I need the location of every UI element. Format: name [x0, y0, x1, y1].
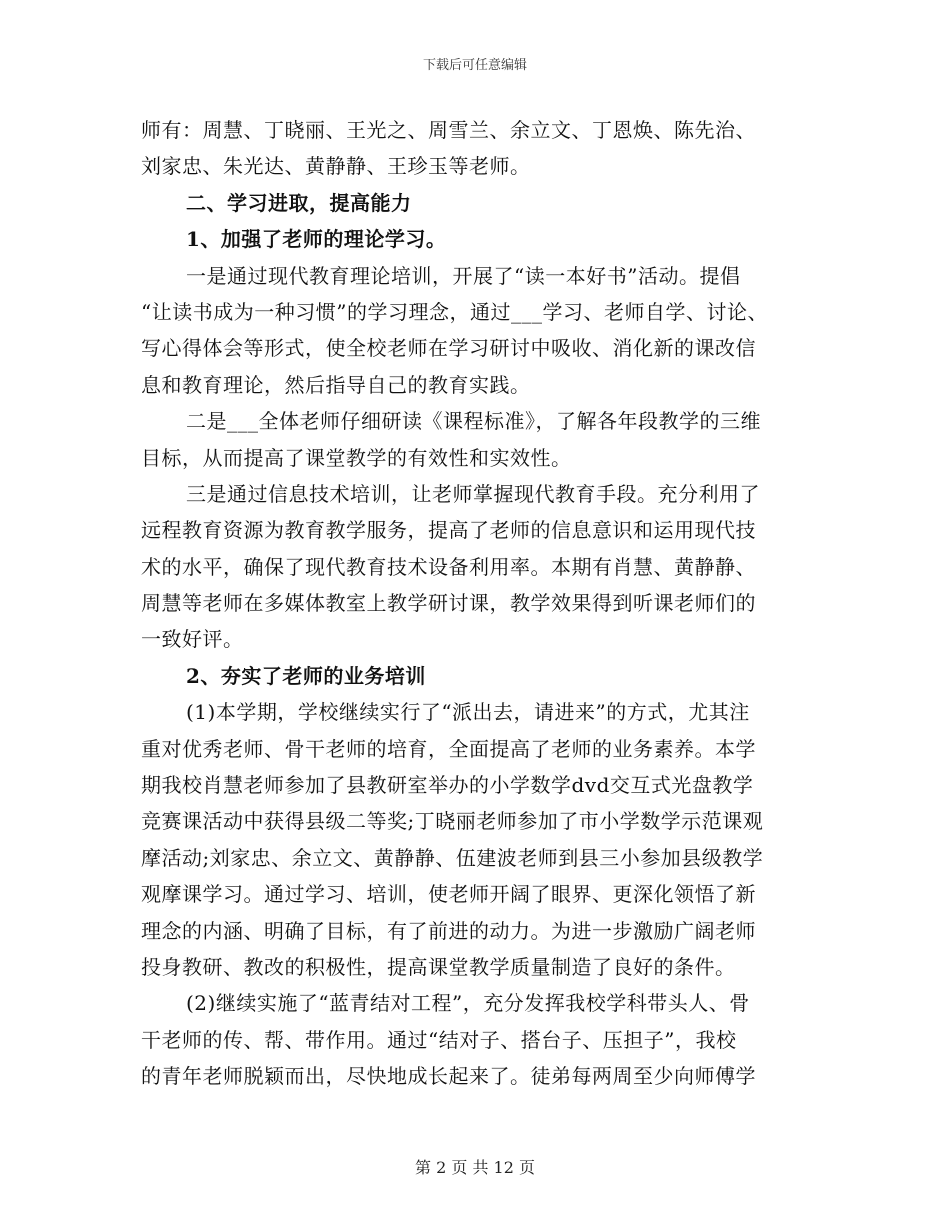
page-footer: 第 2 页 共 12 页: [415, 1158, 535, 1177]
text-line: (2)继续实施了“蓝青结对工程”，充分发挥我校学科带头人、骨: [186, 991, 750, 1016]
text-line: 写心得体会等形式，使全校老师在学习研讨中吸收、消化新的课改信: [141, 336, 756, 361]
text-line: 术的水平，确保了现代教育技术设备利用率。本期有肖慧、黄静静、: [141, 554, 756, 579]
text-line: 一是通过现代教育理论培训，开展了“读一本好书”活动。提倡: [186, 263, 741, 288]
text-line: 二是___全体老师仔细研读《课程标准》，了解各年段教学的三维: [186, 409, 761, 434]
text-line: 理念的内涵、明确了目标，有了前进的动力。为进一步激励广阔老师: [141, 918, 756, 943]
text-line: 重对优秀老师、骨干老师的培育，全面提高了老师的业务素养。本学: [141, 736, 756, 761]
text-line: 师有：周慧、丁晓丽、王光之、周雪兰、余立文、丁恩焕、陈先治、: [141, 118, 756, 142]
page-header-note: 下载后可任意编辑: [422, 58, 527, 73]
text-line: 刘家忠、朱光达、黄静静、王珍玉等老师。: [141, 154, 531, 179]
document-body: [141, 112, 821, 1095]
text-line: 的青年老师脱颖而出，尽快地成长起来了。徒弟每两周至少向师傅学: [141, 1064, 756, 1089]
text-line: 息和教育理论，然后指导自己的教育实践。: [141, 372, 531, 397]
text-line: 观摩课学习。通过学习、培训，使老师开阔了眼界、更深化领悟了新: [141, 882, 756, 907]
text-line: (1)本学期，学校继续实行了“派出去，请进来”的方式，尤其注: [186, 700, 750, 725]
section-heading: 二、学习进取，提高能力: [186, 190, 412, 215]
text-line: 三是通过信息技术培训，让老师掌握现代教育手段。充分利用了: [186, 481, 760, 506]
section-heading: 2、夯实了老师的业务培训: [186, 663, 426, 688]
text-line: 远程教育资源为教育教学服务，提高了老师的信息意识和运用现代技: [141, 518, 756, 543]
text-line: 干老师的传、帮、带作用。通过“结对子、搭台子、压担子”，我校: [141, 1027, 737, 1052]
text-line: 投身教研、教改的积极性，提高课堂教学质量制造了良好的条件。: [141, 954, 736, 979]
text-line: 一致好评。: [141, 627, 244, 652]
text-line: 周慧等老师在多媒体教室上教学研讨课，教学效果得到听课老师们的: [141, 591, 756, 616]
text-line: 摩活动;刘家忠、余立文、黄静静、伍建波老师到县三小参加县级教学: [141, 845, 764, 870]
text-line: 竞赛课活动中获得县级二等奖;丁晓丽老师参加了市小学数学示范课观: [141, 809, 764, 834]
section-heading: 1、加强了老师的理论学习。: [186, 227, 447, 252]
text-line: “让读书成为一种习惯”的学习理念，通过___学习、老师自学、讨论、: [141, 299, 768, 324]
text-line: 期我校肖慧老师参加了县教研室举办的小学数学dvd交互式光盘教学: [141, 773, 754, 798]
text-line: 目标，从而提高了课堂教学的有效性和实效性。: [141, 445, 572, 470]
